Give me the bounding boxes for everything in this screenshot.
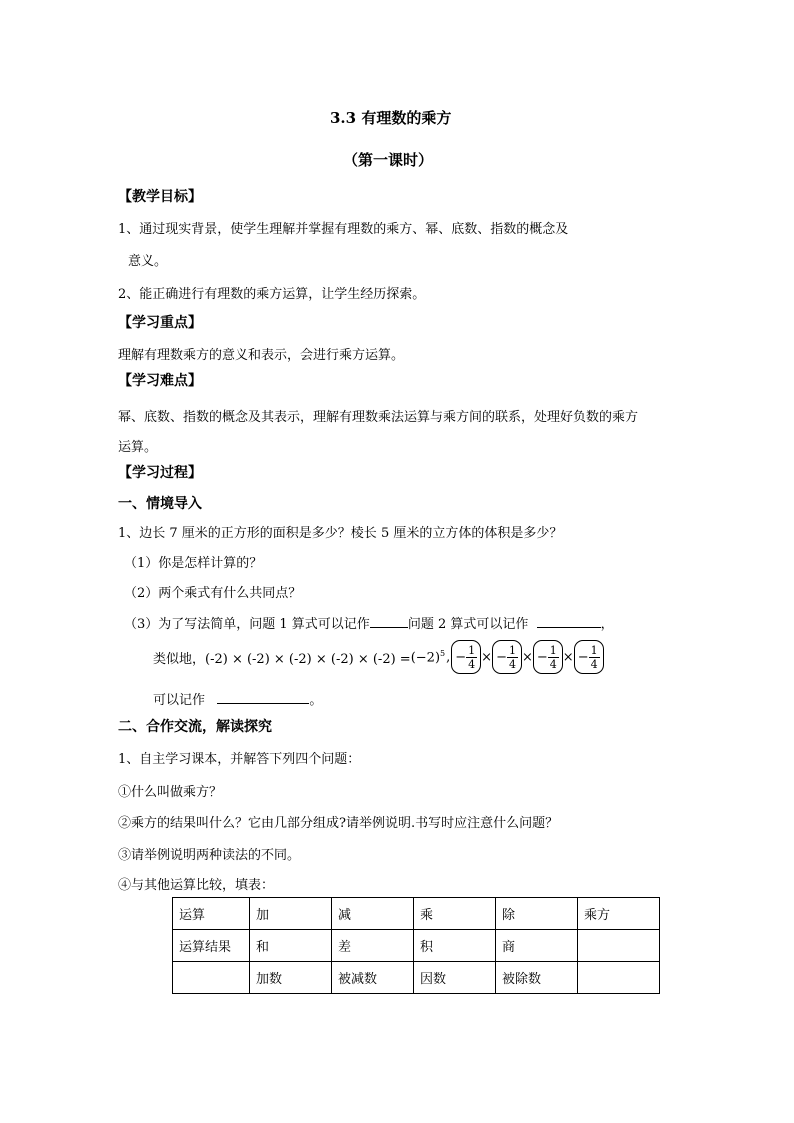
part2-heading: 二、合作交流，解读探究 bbox=[118, 719, 272, 735]
fraction-sign: − bbox=[536, 649, 548, 665]
question-2-a: ①什么叫做乘方？ bbox=[118, 785, 223, 800]
record-prefix: 可以记作 bbox=[153, 693, 206, 708]
record-end: 。 bbox=[309, 693, 323, 708]
power-exponent: 5 bbox=[440, 648, 446, 658]
table-row bbox=[173, 898, 660, 930]
record-row bbox=[153, 689, 322, 708]
fraction-factor-1 bbox=[451, 640, 481, 674]
question-2-c: ③请举例说明两种读法的不同。 bbox=[118, 848, 301, 863]
goal-item-1-line-1: 1、通过现实背景，使学生理解并掌握有理数的乘方、幂、底数、指数的概念及 bbox=[118, 222, 569, 237]
power-base: (−2) bbox=[410, 650, 441, 666]
table-cell: 被减数 bbox=[332, 962, 414, 994]
table-row bbox=[173, 962, 660, 994]
table-cell[interactable] bbox=[578, 962, 660, 994]
goal-item-1-line-2: 意义。 bbox=[128, 254, 168, 269]
operations-table bbox=[172, 897, 660, 994]
fraction bbox=[507, 644, 518, 671]
page-title: 3.3 有理数的乘方 bbox=[330, 109, 452, 127]
fraction-factor-4 bbox=[574, 640, 604, 674]
fraction bbox=[466, 644, 477, 671]
table-cell: 被除数 bbox=[496, 962, 578, 994]
table-cell: 乘 bbox=[414, 898, 496, 930]
answer-blank-1[interactable] bbox=[370, 615, 408, 628]
table-cell: 乘方 bbox=[578, 898, 660, 930]
question-1: 1、边长 7 厘米的正方形的面积是多少？棱长 5 厘米的立方体的体积是多少？ bbox=[118, 526, 563, 541]
fraction-numerator: 1 bbox=[590, 643, 598, 657]
power-expression bbox=[411, 649, 445, 665]
similar-expression-row bbox=[153, 640, 604, 674]
fraction-denominator: 4 bbox=[508, 657, 516, 671]
times-sign: × bbox=[481, 649, 493, 665]
difficulties-heading: 【学习难点】 bbox=[118, 373, 202, 389]
fraction-denominator: 4 bbox=[468, 657, 476, 671]
fraction-sign: − bbox=[496, 649, 507, 665]
fraction-denominator: 4 bbox=[549, 657, 557, 671]
answer-blank-3[interactable] bbox=[217, 691, 309, 704]
table-cell: 运算结果 bbox=[173, 930, 250, 962]
fraction-numerator: 1 bbox=[468, 643, 476, 657]
times-sign: × bbox=[521, 649, 533, 665]
question-1-sub-3-text-a: （3）为了写法简单，问题 1 算式可以记作 bbox=[124, 617, 370, 632]
fraction-factor-3 bbox=[533, 640, 563, 674]
table-cell: 商 bbox=[496, 930, 578, 962]
answer-blank-2[interactable] bbox=[537, 615, 601, 628]
times-sign: × bbox=[562, 649, 574, 665]
key-points-text: 理解有理数乘方的意义和表示，会进行乘方运算。 bbox=[118, 348, 405, 363]
question-2-d: ④与其他运算比较，填表： bbox=[118, 878, 275, 893]
table-cell[interactable] bbox=[173, 962, 250, 994]
question-2-b: ②乘方的结果叫什么？它由几部分组成?请举例说明.书写时应注意什么问题？ bbox=[118, 816, 559, 831]
table-row bbox=[173, 930, 660, 962]
table-cell: 和 bbox=[250, 930, 332, 962]
page-subtitle: （第一课时） bbox=[343, 151, 434, 169]
table-cell: 加 bbox=[250, 898, 332, 930]
question-1-sub-3 bbox=[124, 613, 614, 632]
part1-heading: 一、情境导入 bbox=[118, 496, 202, 512]
question-1-sub-3-text-b: 问题 2 算式可以记作 bbox=[407, 617, 529, 632]
table-cell: 加数 bbox=[250, 962, 332, 994]
difficulties-line-2: 运算。 bbox=[118, 440, 158, 455]
difficulties-line-1: 幂、底数、指数的概念及其表示，理解有理数乘法运算与乘方间的联系，处理好负数的乘方 bbox=[118, 410, 639, 425]
table-cell: 因数 bbox=[414, 962, 496, 994]
key-points-heading: 【学习重点】 bbox=[118, 315, 202, 331]
question-1-sub-3-end: ， bbox=[600, 617, 614, 632]
table-cell: 减 bbox=[332, 898, 414, 930]
fraction-numerator: 1 bbox=[508, 643, 516, 657]
goals-heading: 【教学目标】 bbox=[118, 189, 202, 205]
table-cell: 运算 bbox=[173, 898, 250, 930]
table-cell: 除 bbox=[496, 898, 578, 930]
table-cell[interactable] bbox=[578, 930, 660, 962]
comma: , bbox=[446, 649, 451, 665]
goal-item-2: 2、能正确进行有理数的乘方运算，让学生经历探索。 bbox=[118, 287, 426, 302]
similar-prefix: 类似地，(-2) × (-2) × (-2) × (-2) × (-2) = bbox=[153, 651, 411, 667]
fraction-numerator: 1 bbox=[549, 643, 557, 657]
question-1-sub-2: （2）两个乘式有什么共同点？ bbox=[124, 586, 302, 601]
fraction-denominator: 4 bbox=[590, 657, 598, 671]
fraction bbox=[589, 644, 600, 671]
table-cell: 积 bbox=[414, 930, 496, 962]
fraction-sign: − bbox=[455, 649, 467, 665]
fraction-sign: − bbox=[577, 649, 589, 665]
table-cell: 差 bbox=[332, 930, 414, 962]
process-heading: 【学习过程】 bbox=[118, 465, 202, 481]
question-2: 1、自主学习课本，并解答下列四个问题： bbox=[118, 752, 361, 767]
question-1-sub-1: （1）你是怎样计算的？ bbox=[124, 556, 263, 571]
fraction-factor-2 bbox=[492, 640, 522, 674]
fraction bbox=[548, 644, 559, 671]
